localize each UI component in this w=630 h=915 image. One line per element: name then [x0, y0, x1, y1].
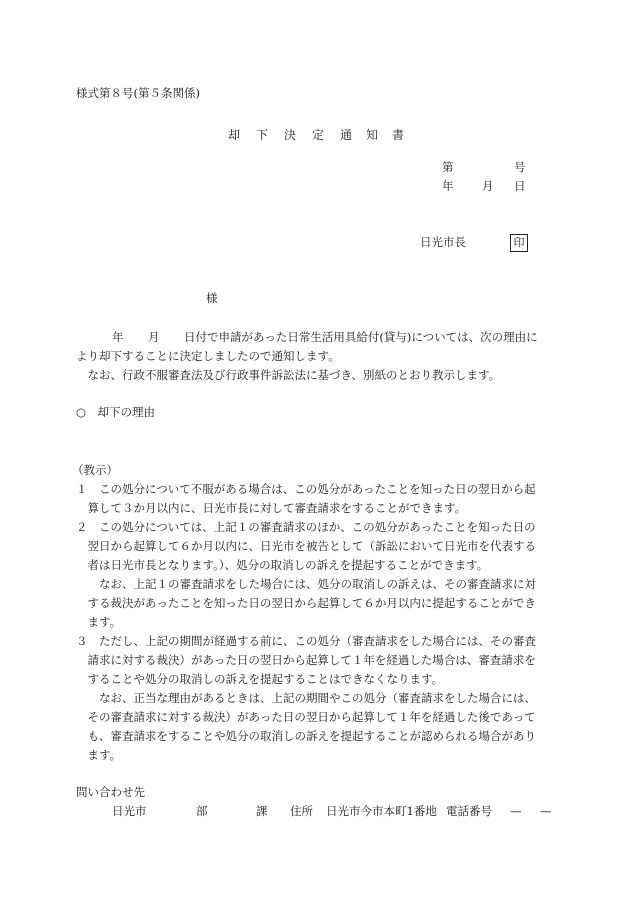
notice-item-3-line: その審査請求に対する裁決）があった日の翌日から起算して１年を経過した後であって — [76, 710, 536, 724]
title-char: 下 — [256, 128, 269, 142]
notice-item-2-line: ２ この処分については、上記１の審査請求のほか、この処分があったことを知った日の — [76, 520, 536, 534]
body-line-3: なお、行政不服審査法及び行政事件訴訟法に基づき、別紙のとおり教示します。 — [76, 368, 501, 382]
date-month: 月 — [482, 179, 494, 193]
notice-heading: （教示） — [72, 463, 118, 477]
issuer-name: 日光市長 — [420, 235, 466, 249]
notice-item-3-line: ます。 — [76, 748, 122, 762]
body-line-1: 日付で申請があった日常生活用具給付(貸与)については、次の理由に — [184, 330, 538, 344]
date-day: 日 — [514, 179, 526, 193]
body-line-2: より却下することに決定しましたので通知します。 — [76, 349, 340, 363]
title-char: 決 — [284, 128, 297, 142]
title-char: 定 — [312, 128, 325, 142]
title-char: 通 — [340, 128, 353, 142]
body-month: 月 — [148, 330, 160, 344]
number-suffix: 号 — [514, 160, 526, 174]
reason-heading: ○ 却下の理由 — [76, 405, 156, 419]
notice-item-2-line: 翌日から起算して６か月以内に、日光市を被告として（訴訟において日光市を代表する — [76, 539, 536, 553]
notice-item-2-line: なお、上記１の審査請求をした場合には、処分の取消しの訴えは、その審査請求に対 — [76, 577, 536, 591]
contact-address-label: 住所 — [290, 804, 313, 818]
notice-item-3-line: ３ ただし、上記の期間が経過する前に、この処分（審査請求をした場合には、その審査 — [76, 634, 536, 648]
form-number-label: 様式第８号(第５条関係) — [76, 86, 200, 100]
contact-phone-label: 電話番号 — [446, 804, 492, 818]
notice-item-3-line: なお、正当な理由があるときは、上記の期間やこの処分（審査請求をした場合には、 — [76, 691, 536, 705]
notice-item-2-line: 者は日光市長となります。）、処分の取消しの訴えを提起することができます。 — [76, 558, 489, 572]
contact-heading: 問い合わせ先 — [76, 785, 145, 799]
contact-city: 日光市 — [112, 804, 147, 818]
notice-item-3-line: 請求に対する裁決）があった日の翌日から起算して１年を経過した場合は、審査請求を — [76, 653, 536, 667]
contact-phone-sep-1: — — [510, 804, 522, 818]
notice-item-2-line: ます。 — [76, 615, 122, 629]
number-prefix: 第 — [442, 160, 454, 174]
title-char: 知 — [366, 128, 379, 142]
notice-item-3-line: も、審査請求をすることや処分の取消しの訴えを提起することが認められる場合があり — [76, 729, 536, 743]
title-char: 書 — [392, 128, 405, 142]
notice-item-1-line: １ この処分について不服がある場合は、この処分があったことを知った日の翌日から起 — [76, 482, 536, 496]
seal-stamp: 印 — [510, 234, 528, 252]
addressee-suffix: 様 — [206, 291, 218, 305]
contact-section-label: 課 — [256, 804, 268, 818]
contact-phone-sep-2: — — [540, 804, 552, 818]
title-char: 却 — [228, 128, 241, 142]
notice-item-2-line: する裁決があったことを知った日の翌日から起算して６か月以内に提起することができ — [76, 596, 536, 610]
notice-item-1-line: 算して３か月以内に、日光市長に対して審査請求をすることができます。 — [76, 501, 467, 515]
notice-item-3-line: することや処分の取消しの訴えを提起することはできなくなります。 — [76, 672, 444, 686]
body-year: 年 — [112, 330, 124, 344]
contact-dept: 部 — [196, 804, 208, 818]
contact-address: 日光市今市本町1番地 — [326, 804, 437, 818]
date-year: 年 — [442, 179, 454, 193]
